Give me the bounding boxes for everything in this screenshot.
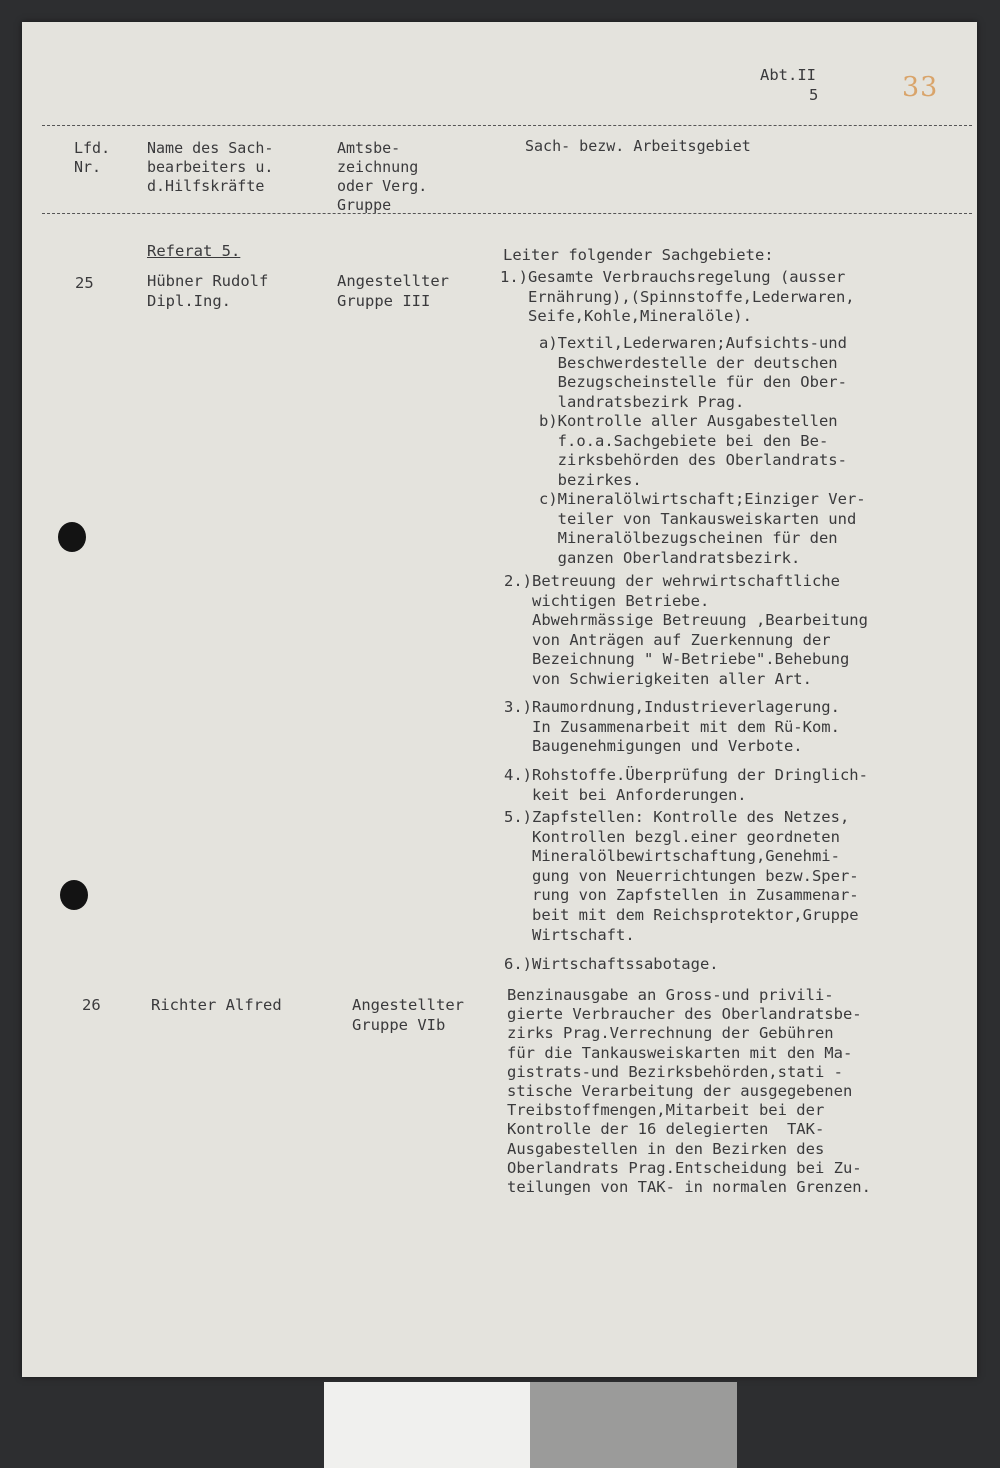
entry-title: Angestellter Gruppe VIb xyxy=(352,996,464,1034)
page-number: 5 xyxy=(809,86,819,104)
list-item: a)Textil,Lederwaren;Aufsichts-und Beschwerdestelle der deutschen Bezugscheinstelle für den Ober- landratsbezirk Prag. xyxy=(539,334,847,411)
entry-title: Angestellter Gruppe III xyxy=(337,272,449,310)
header-column-area: Sach- bezw. Arbeitsgebiet xyxy=(525,137,751,155)
section-label: Referat 5. xyxy=(147,242,241,260)
entry-number: 25 xyxy=(75,274,94,292)
list-item: 2.)Betreuung der wehrwirtschaftliche wichtigen Betriebe. Abwehrmässige Betreuung ,Bearbeitung von Anträgen auf Zuerkennung der Bezeichnung " W-Betriebe".Behebung von Schwierigkeiten aller Art. xyxy=(504,572,868,688)
list-item: 5.)Zapfstellen: Kontrolle des Netzes, Kontrollen bezgl.einer geordneten Mineralölbewirtschaftung,Genehmi- gung von Neuerrichtungen bezw.Sper- rung von Zapfstellen in Zusammenar- beit mit dem Reichsprotektor,Gruppe Wirtschaft. xyxy=(504,808,859,944)
list-item: 3.)Raumordnung,Industrieverlagerung. In Zusammenarbeit mit dem Rü-Kom. Baugenehmigungen und Verbote. xyxy=(504,698,840,756)
header-bottom-rule xyxy=(42,213,972,214)
entry-area: Benzinausgabe an Gross-und privili- gierte Verbraucher des Oberlandratsbe- zirks Prag.Verrechnung der Gebühren für die Tankausweiskarten mit den Ma- gistrats-und Bezirksbehörden,stati - stische Verarbeitung der ausgegebenen Treibstoffmengen,Mitarbeit bei der Kontrolle der 16 delegierten TAK- Ausgabestellen in den Bezirken des Oberlandrats Prag.Entscheidung bei Zu- teilungen von TAK- in normalen Grenzen. xyxy=(507,986,871,1197)
document-page xyxy=(22,22,977,1377)
folio-number: 33 xyxy=(902,72,939,103)
calibration-card-white xyxy=(324,1382,530,1468)
list-item: 4.)Rohstoffe.Überprüfung der Dringlich- keit bei Anforderungen. xyxy=(504,766,868,804)
header-column-title: Amtsbe- zeichnung oder Verg. Gruppe xyxy=(337,139,428,214)
entry-name: Hübner Rudolf Dipl.Ing. xyxy=(147,272,269,310)
calibration-card-gray xyxy=(530,1382,737,1468)
list-item: c)Mineralölwirtschaft;Einziger Ver- teiler von Tankausweiskarten und Mineralölbezugscheinen für den ganzen Oberlandratsbezirk. xyxy=(539,490,866,567)
section-intro: Leiter folgender Sachgebiete: xyxy=(503,246,774,264)
list-item: 6.)Wirtschaftssabotage. xyxy=(504,955,719,973)
entry-name: Richter Alfred xyxy=(151,996,282,1014)
punch-hole xyxy=(58,522,86,552)
header-top-rule xyxy=(42,125,972,126)
list-item: b)Kontrolle aller Ausgabestellen f.o.a.Sachgebiete bei den Be- zirksbehörden des Oberlandrats- bezirkes. xyxy=(539,412,847,489)
department-label: Abt.II xyxy=(760,66,816,84)
header-column-name: Name des Sach- bearbeiters u. d.Hilfskräfte xyxy=(147,139,274,195)
list-item: 1.)Gesamte Verbrauchsregelung (ausser Ernährung),(Spinnstoffe,Lederwaren, Seife,Kohle,Mineralöle). xyxy=(500,268,855,326)
punch-hole xyxy=(60,880,88,910)
entry-number: 26 xyxy=(82,996,101,1014)
header-column-number: Lfd. Nr. xyxy=(74,139,111,176)
